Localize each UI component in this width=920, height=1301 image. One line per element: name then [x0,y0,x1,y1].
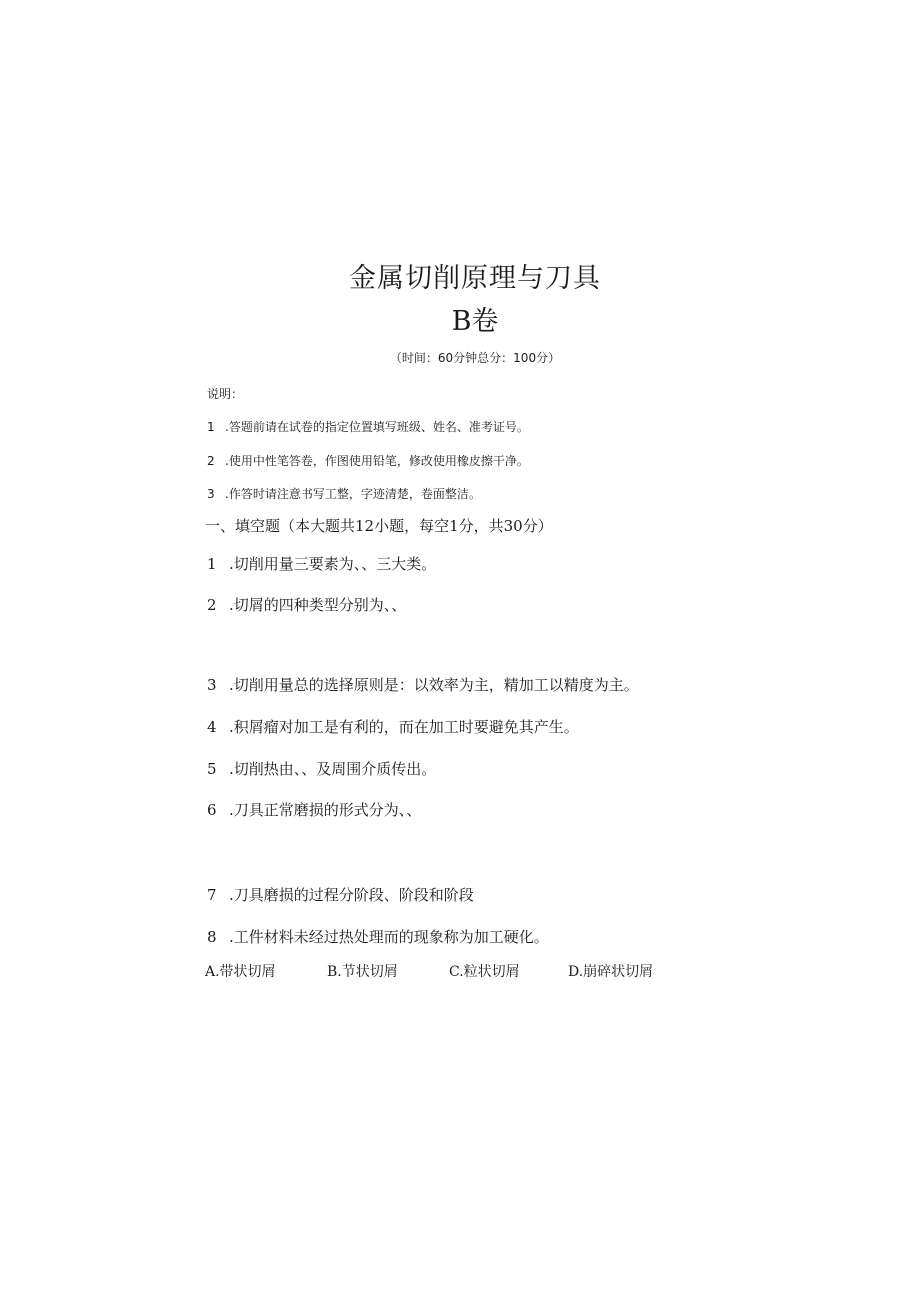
instruction-text: .答题前请在试卷的指定位置填写班级、姓名、准考证号。 [225,420,529,434]
question-number: 2 [207,596,217,614]
question-text: .刀具正常磨损的形式分为、、 [229,801,422,819]
instruction-item [207,452,529,469]
section-heading: 一、填空题（本大题共12小题，每空1分，共30分） [205,517,553,535]
question-item [207,926,549,947]
question-text: .切削用量三要素为、、三大类。 [229,555,437,573]
option-b: B.节状切屑 [327,964,398,980]
exam-time-score: （时间：60分钟总分：100分） [389,351,561,365]
question-text: .切屑的四种类型分别为、、 [229,596,407,614]
option-c: C.粒状切屑 [449,964,520,980]
question-text: .切削用量总的选择原则是：以效率为主，精加工以精度为主。 [229,676,639,694]
question-text: .积屑瘤对加工是有利的，而在加工时要避免其产生。 [229,718,579,736]
instruction-text: .使用中性笔答卷，作图使用铅笔，修改使用橡皮擦干净。 [225,454,529,468]
question-number: 4 [207,718,217,736]
instruction-number: 3 [207,487,215,501]
question-number: 1 [207,555,217,573]
option-d: D.崩碎状切屑 [568,964,654,980]
question-number: 5 [207,760,217,778]
instructions-heading: 说明： [207,387,244,401]
question-item [207,716,579,737]
question-number: 6 [207,801,217,819]
question-text: .刀具磨损的过程分阶段、阶段和阶段 [229,886,474,904]
question-text: .切削热由、、及周围介质传出。 [229,760,437,778]
question-item [207,884,474,905]
question-text: .工件材料未经过热处理而的现象称为加工硬化。 [229,928,549,946]
question-item [207,799,421,820]
question-item [207,758,436,779]
instruction-number: 1 [207,420,215,434]
question-number: 7 [207,886,217,904]
page-title: 金属切削原理与刀具 [349,263,601,294]
instruction-number: 2 [207,454,215,468]
instruction-item [207,418,529,435]
question-item [207,594,406,615]
question-item [207,553,436,574]
instruction-item [207,485,481,502]
paper-version: B卷 [451,306,499,337]
question-number: 3 [207,676,217,694]
question-item [207,674,639,695]
option-a: A.带状切屑 [205,964,276,980]
instruction-text: .作答时请注意书写工整，字迹清楚，卷面整洁。 [225,487,481,501]
question-number: 8 [207,928,217,946]
